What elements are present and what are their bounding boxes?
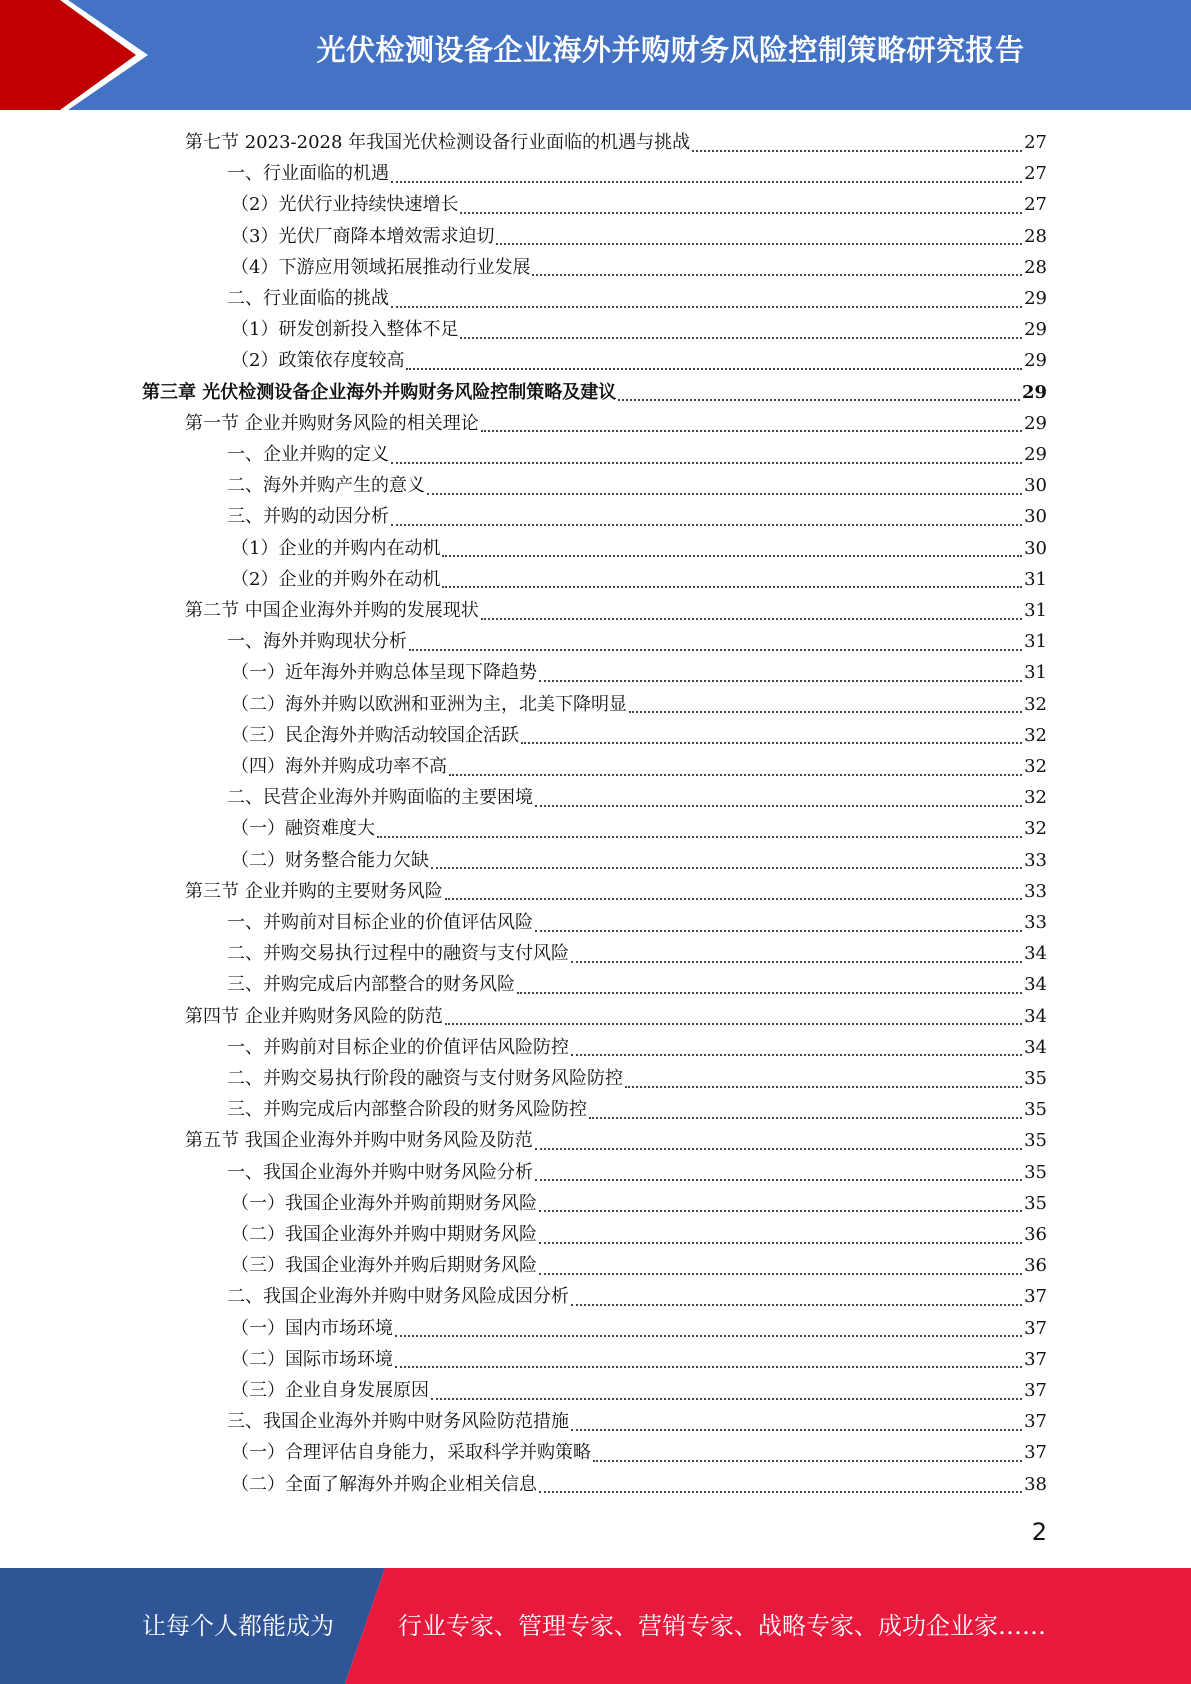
toc-entry-label: 三、并购完成后内部整合的财务风险 xyxy=(227,974,515,996)
toc-entry[interactable] xyxy=(185,127,1047,158)
toc-dot-leader xyxy=(442,555,1022,557)
toc-entry-page: 37 xyxy=(1024,1380,1047,1401)
toc-entry-page: 35 xyxy=(1024,1099,1047,1121)
page-footer xyxy=(0,1568,1191,1684)
toc-dot-leader xyxy=(589,1117,1022,1119)
toc-entry-label: （三）民企海外并购活动较国企活跃 xyxy=(231,724,519,746)
toc-entry-page: 35 xyxy=(1024,1161,1047,1183)
toc-entry-label: （2）政策依存度较高 xyxy=(231,350,405,372)
toc-entry-page: 29 xyxy=(1021,381,1047,403)
toc-dot-leader xyxy=(481,618,1022,620)
toc-entry-label: 第三节 企业并购的主要财务风险 xyxy=(185,880,443,902)
toc-dot-leader xyxy=(539,1273,1022,1275)
toc-entry[interactable] xyxy=(227,1094,1047,1125)
toc-dot-leader xyxy=(521,742,1022,744)
toc-entry-page: 31 xyxy=(1024,568,1047,590)
toc-entry-page: 28 xyxy=(1024,256,1047,278)
toc-dot-leader xyxy=(377,836,1022,838)
toc-entry-page: 38 xyxy=(1024,1473,1047,1495)
toc-dot-leader xyxy=(618,399,1020,401)
toc-entry-page: 31 xyxy=(1024,600,1047,621)
toc-dot-leader xyxy=(395,1366,1022,1368)
toc-dot-leader xyxy=(539,680,1022,682)
toc-entry[interactable] xyxy=(227,626,1047,657)
toc-entry-page: 27 xyxy=(1024,163,1047,185)
toc-entry-label: 一、并购前对目标企业的价值评估风险 xyxy=(227,912,533,933)
toc-dot-leader xyxy=(571,1429,1022,1431)
toc-entry-page: 34 xyxy=(1024,943,1047,965)
toc-entry-page: 29 xyxy=(1024,412,1047,434)
toc-dot-leader xyxy=(593,1460,1022,1462)
toc-dot-leader xyxy=(391,462,1022,464)
toc-entry[interactable] xyxy=(185,408,1047,439)
toc-entry[interactable] xyxy=(227,969,1047,1000)
toc-dot-leader xyxy=(445,898,1022,900)
toc-dot-leader xyxy=(571,961,1022,963)
toc-entry-label: （三）企业自身发展原因 xyxy=(231,1380,429,1401)
toc-entry-page: 31 xyxy=(1024,662,1047,684)
toc-entry-page: 36 xyxy=(1024,1255,1047,1277)
toc-entry-label: 一、我国企业海外并购中财务风险分析 xyxy=(227,1161,533,1183)
toc-dot-leader xyxy=(409,649,1022,651)
toc-entry-page: 27 xyxy=(1024,132,1047,153)
toc-entry[interactable] xyxy=(231,689,1047,720)
footer-slogan-right: 行业专家、管理专家、营销专家、战略专家、成功企业家…… xyxy=(398,1612,1046,1640)
toc-dot-leader xyxy=(442,586,1022,588)
toc-entry-label: 一、企业并购的定义 xyxy=(227,444,389,465)
toc-entry-label: （一）合理评估自身能力，采取科学并购策略 xyxy=(231,1442,591,1464)
toc-entry[interactable] xyxy=(231,1188,1047,1219)
toc-entry-page: 34 xyxy=(1024,974,1047,996)
toc-entry-page: 32 xyxy=(1024,693,1047,715)
toc-dot-leader xyxy=(427,493,1022,495)
toc-dot-leader xyxy=(692,150,1022,152)
toc-entry-label: （四）海外并购成功率不高 xyxy=(231,756,447,777)
toc-entry-page: 28 xyxy=(1024,225,1047,247)
toc-entry[interactable] xyxy=(231,252,1047,283)
toc-entry-label: 二、民营企业海外并购面临的主要困境 xyxy=(227,787,533,809)
toc-entry-label: （一）融资难度大 xyxy=(231,818,375,840)
toc-entry[interactable] xyxy=(227,938,1047,969)
toc-entry-page: 29 xyxy=(1024,350,1047,372)
toc-entry-page: 30 xyxy=(1024,506,1047,528)
toc-entry-label: （1）企业的并购内在动机 xyxy=(231,537,441,559)
toc-dot-leader xyxy=(532,274,1022,276)
toc-entry-label: 第二节 中国企业海外并购的发展现状 xyxy=(185,600,479,621)
toc-dot-leader xyxy=(539,1491,1022,1493)
toc-dot-leader xyxy=(406,368,1022,370)
toc-entry-page: 33 xyxy=(1024,849,1047,871)
toc-entry[interactable] xyxy=(231,1344,1047,1375)
toc-entry-label: （3）光伏厂商降本增效需求迫切 xyxy=(231,225,495,247)
toc-entry-label: （2）企业的并购外在动机 xyxy=(231,568,441,590)
toc-entry-page: 27 xyxy=(1024,194,1047,216)
toc-entry[interactable] xyxy=(231,1313,1047,1344)
toc-entry-label: （二）全面了解海外并购企业相关信息 xyxy=(231,1473,537,1495)
toc-entry[interactable] xyxy=(227,1406,1047,1437)
toc-entry-page: 32 xyxy=(1024,787,1047,809)
toc-entry[interactable] xyxy=(227,501,1047,532)
toc-entry[interactable] xyxy=(231,345,1047,376)
toc-dot-leader xyxy=(517,992,1022,994)
toc-entry[interactable] xyxy=(231,720,1047,751)
toc-entry[interactable] xyxy=(227,439,1047,470)
toc-entry-label: （三）我国企业海外并购后期财务风险 xyxy=(231,1255,537,1277)
toc-entry[interactable] xyxy=(231,1375,1047,1406)
toc-entry-page: 33 xyxy=(1024,880,1047,902)
toc-entry[interactable] xyxy=(227,158,1047,189)
toc-entry-label: （1）研发创新投入整体不足 xyxy=(231,319,459,341)
toc-entry[interactable] xyxy=(227,782,1047,813)
toc-entry-page: 32 xyxy=(1024,818,1047,840)
toc-entry-label: 第三章 光伏检测设备企业海外并购财务风险控制策略及建议 xyxy=(142,381,617,403)
toc-entry[interactable] xyxy=(231,845,1047,876)
toc-entry-page: 34 xyxy=(1024,1036,1047,1058)
toc-dot-leader xyxy=(539,1242,1022,1244)
toc-entry-label: 第五节 我国企业海外并购中财务风险及防范 xyxy=(185,1130,533,1152)
toc-entry[interactable] xyxy=(231,751,1047,782)
toc-entry-label: （二）我国企业海外并购中期财务风险 xyxy=(231,1224,537,1245)
toc-entry-label: （一）我国企业海外并购前期财务风险 xyxy=(231,1192,537,1214)
toc-entry-page: 37 xyxy=(1024,1348,1047,1370)
toc-entry-label: （一）国内市场环境 xyxy=(231,1317,393,1339)
toc-entry-label: 三、我国企业海外并购中财务风险防范措施 xyxy=(227,1411,569,1433)
toc-entry-label: 一、行业面临的机遇 xyxy=(227,163,389,185)
toc-dot-leader xyxy=(460,337,1022,339)
toc-entry-page: 29 xyxy=(1024,319,1047,341)
toc-dot-leader xyxy=(460,212,1022,214)
toc-entry[interactable] xyxy=(142,377,1047,408)
toc-entry-label: 二、我国企业海外并购中财务风险成因分析 xyxy=(227,1286,569,1308)
toc-entry-page: 37 xyxy=(1024,1286,1047,1308)
toc-entry[interactable] xyxy=(231,657,1047,688)
report-title: 光伏检测设备企业海外并购财务风险控制策略研究报告 xyxy=(316,33,1025,67)
toc-entry[interactable] xyxy=(227,1157,1047,1188)
toc-entry[interactable] xyxy=(185,1125,1047,1156)
header-arrow-icon xyxy=(0,0,150,110)
toc-entry-label: 第七节 2023-2028 年我国光伏检测设备行业面临的机遇与挑战 xyxy=(185,132,691,153)
toc-entry-label: 二、并购交易执行阶段的融资与支付财务风险防控 xyxy=(227,1068,623,1089)
toc-dot-leader xyxy=(535,1148,1022,1150)
toc-dot-leader xyxy=(431,867,1022,869)
toc-entry-label: （二）海外并购以欧洲和亚洲为主，北美下降明显 xyxy=(231,693,627,715)
page-number: 2 xyxy=(1031,1518,1047,1546)
toc-dot-leader xyxy=(535,930,1022,932)
toc-entry-label: （二）国际市场环境 xyxy=(231,1348,393,1370)
toc-entry[interactable] xyxy=(231,1437,1047,1468)
toc-dot-leader xyxy=(481,430,1022,432)
toc-entry-label: 二、海外并购产生的意义 xyxy=(227,475,425,497)
toc-entry[interactable] xyxy=(231,1250,1047,1281)
toc-entry[interactable] xyxy=(227,1281,1047,1312)
toc-entry-page: 37 xyxy=(1024,1411,1047,1433)
toc-entry[interactable] xyxy=(185,595,1047,626)
toc-dot-leader xyxy=(445,1023,1022,1025)
toc-entry-page: 31 xyxy=(1024,631,1047,653)
toc-entry-page: 35 xyxy=(1024,1130,1047,1152)
toc-entry-page: 32 xyxy=(1024,756,1047,777)
toc-dot-leader xyxy=(571,1304,1022,1306)
toc-entry-label: 三、并购的动因分析 xyxy=(227,506,389,528)
toc-entry[interactable] xyxy=(231,1469,1047,1500)
toc-entry[interactable] xyxy=(185,1001,1047,1032)
toc-entry-label: 一、并购前对目标企业的价值评估风险防控 xyxy=(227,1036,569,1058)
toc-entry-page: 29 xyxy=(1024,444,1047,465)
toc-entry[interactable] xyxy=(227,1063,1047,1094)
toc-entry-label: （4）下游应用领域拓展推动行业发展 xyxy=(231,256,531,278)
toc-entry[interactable] xyxy=(227,470,1047,501)
toc-entry-label: 第一节 企业并购财务风险的相关理论 xyxy=(185,412,479,434)
toc-entry-page: 34 xyxy=(1024,1005,1047,1027)
toc-entry-label: （一）近年海外并购总体呈现下降趋势 xyxy=(231,662,537,684)
toc-entry[interactable] xyxy=(227,1032,1047,1063)
toc-dot-leader xyxy=(449,774,1022,776)
toc-dot-leader xyxy=(391,181,1022,183)
toc-entry-page: 33 xyxy=(1024,912,1047,933)
toc-entry[interactable] xyxy=(227,283,1047,314)
toc-entry[interactable] xyxy=(231,1219,1047,1250)
toc-entry[interactable] xyxy=(231,221,1047,252)
toc-dot-leader xyxy=(496,243,1022,245)
toc-dot-leader xyxy=(571,1054,1022,1056)
toc-entry-label: 三、并购完成后内部整合阶段的财务风险防控 xyxy=(227,1099,587,1121)
footer-slogan-left: 让每个人都能成为 xyxy=(142,1612,334,1640)
toc-entry-label: （二）财务整合能力欠缺 xyxy=(231,849,429,871)
toc-entry-label: 二、并购交易执行过程中的融资与支付风险 xyxy=(227,943,569,965)
toc-dot-leader xyxy=(539,1210,1022,1212)
toc-entry-label: 二、行业面临的挑战 xyxy=(227,288,389,309)
toc-entry[interactable] xyxy=(231,813,1047,844)
toc-entry[interactable] xyxy=(231,189,1047,220)
toc-entry[interactable] xyxy=(231,314,1047,345)
toc-dot-leader xyxy=(535,1179,1022,1181)
toc-entry-label: 一、海外并购现状分析 xyxy=(227,631,407,653)
toc-dot-leader xyxy=(391,306,1022,308)
toc-entry-page: 30 xyxy=(1024,475,1047,497)
toc-dot-leader xyxy=(625,1086,1022,1088)
toc-entry-page: 32 xyxy=(1024,724,1047,746)
toc-dot-leader xyxy=(395,1335,1022,1337)
toc-entry-page: 37 xyxy=(1024,1317,1047,1339)
toc-entry-label: （2）光伏行业持续快速增长 xyxy=(231,194,459,216)
toc-entry[interactable] xyxy=(227,907,1047,938)
page-header xyxy=(0,0,1191,110)
toc-entry-page: 35 xyxy=(1024,1192,1047,1214)
toc-entry[interactable] xyxy=(231,564,1047,595)
toc-entry-page: 36 xyxy=(1024,1224,1047,1245)
toc-dot-leader xyxy=(535,805,1022,807)
toc-dot-leader xyxy=(629,711,1022,713)
toc-dot-leader xyxy=(391,524,1022,526)
toc-entry[interactable] xyxy=(231,533,1047,564)
toc-entry-page: 29 xyxy=(1024,288,1047,309)
toc-entry[interactable] xyxy=(185,876,1047,907)
toc-entry-page: 35 xyxy=(1024,1068,1047,1089)
toc-dot-leader xyxy=(431,1398,1022,1400)
toc-entry-page: 37 xyxy=(1024,1442,1047,1464)
toc-entry-label: 第四节 企业并购财务风险的防范 xyxy=(185,1005,443,1027)
toc-entry-page: 30 xyxy=(1024,537,1047,559)
